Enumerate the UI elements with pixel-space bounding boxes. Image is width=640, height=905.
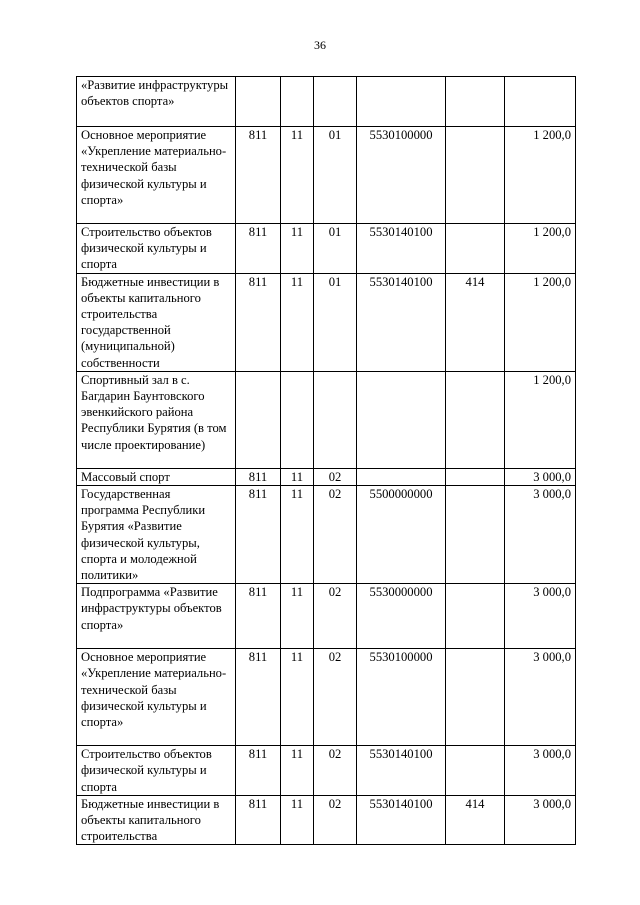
amount-cell: 3 000,0 xyxy=(505,486,576,584)
row-name-cell: Массовый спорт xyxy=(77,468,236,485)
expense-type-cell xyxy=(446,224,505,274)
amount-cell: 3 000,0 xyxy=(505,795,576,845)
ministry-code-cell xyxy=(236,77,281,127)
target-article-cell: 5530140100 xyxy=(357,273,446,371)
table-row xyxy=(77,371,576,468)
ministry-code-cell: 811 xyxy=(236,584,281,649)
table-row xyxy=(77,746,576,796)
table-row xyxy=(77,649,576,746)
target-article-cell xyxy=(357,468,446,485)
budget-table xyxy=(76,76,576,845)
section-code-cell: 11 xyxy=(281,127,314,224)
expense-type-cell xyxy=(446,584,505,649)
section-code-cell: 11 xyxy=(281,584,314,649)
table-row xyxy=(77,584,576,649)
table-row xyxy=(77,273,576,371)
ministry-code-cell: 811 xyxy=(236,127,281,224)
table-row xyxy=(77,468,576,485)
ministry-code-cell: 811 xyxy=(236,746,281,796)
amount-cell: 3 000,0 xyxy=(505,584,576,649)
section-code-cell: 11 xyxy=(281,649,314,746)
section-code-cell: 11 xyxy=(281,746,314,796)
section-code-cell: 11 xyxy=(281,224,314,274)
subsection-code-cell: 02 xyxy=(314,746,357,796)
section-code-cell xyxy=(281,77,314,127)
subsection-code-cell: 02 xyxy=(314,468,357,485)
amount-cell: 1 200,0 xyxy=(505,224,576,274)
expense-type-cell: 414 xyxy=(446,273,505,371)
expense-type-cell xyxy=(446,649,505,746)
amount-cell: 1 200,0 xyxy=(505,371,576,468)
ministry-code-cell: 811 xyxy=(236,649,281,746)
subsection-code-cell: 02 xyxy=(314,649,357,746)
amount-cell: 1 200,0 xyxy=(505,273,576,371)
target-article-cell: 5500000000 xyxy=(357,486,446,584)
target-article-cell: 5530140100 xyxy=(357,746,446,796)
expense-type-cell xyxy=(446,486,505,584)
target-article-cell: 5530100000 xyxy=(357,127,446,224)
row-name-cell: Бюджетные инвестиции в объекты капитального строительства государственной (муниципальной) собственности xyxy=(77,273,236,371)
row-name-cell: Основное мероприятие «Укрепление материально-технической базы физической культуры и спорта» xyxy=(77,649,236,746)
subsection-code-cell: 02 xyxy=(314,486,357,584)
row-name-cell: Строительство объектов физической культуры и спорта xyxy=(77,746,236,796)
row-name-cell: Строительство объектов физической культуры и спорта xyxy=(77,224,236,274)
section-code-cell: 11 xyxy=(281,795,314,845)
subsection-code-cell: 01 xyxy=(314,273,357,371)
subsection-code-cell xyxy=(314,371,357,468)
target-article-cell: 5530100000 xyxy=(357,649,446,746)
target-article-cell: 5530140100 xyxy=(357,224,446,274)
section-code-cell: 11 xyxy=(281,486,314,584)
ministry-code-cell: 811 xyxy=(236,273,281,371)
amount-cell xyxy=(505,77,576,127)
ministry-code-cell: 811 xyxy=(236,795,281,845)
table-row xyxy=(77,127,576,224)
table-body xyxy=(77,77,576,845)
table-row xyxy=(77,795,576,845)
row-name-cell: Бюджетные инвестиции в объекты капитального строительства xyxy=(77,795,236,845)
amount-cell: 1 200,0 xyxy=(505,127,576,224)
subsection-code-cell: 01 xyxy=(314,127,357,224)
expense-type-cell xyxy=(446,77,505,127)
target-article-cell xyxy=(357,371,446,468)
page-number: 36 xyxy=(314,38,326,52)
subsection-code-cell xyxy=(314,77,357,127)
subsection-code-cell: 01 xyxy=(314,224,357,274)
expense-type-cell xyxy=(446,371,505,468)
row-name-cell: «Развитие инфраструктуры объектов спорта» xyxy=(77,77,236,127)
ministry-code-cell: 811 xyxy=(236,224,281,274)
ministry-code-cell: 811 xyxy=(236,468,281,485)
row-name-cell: Подпрограмма «Развитие инфраструктуры объектов спорта» xyxy=(77,584,236,649)
subsection-code-cell: 02 xyxy=(314,584,357,649)
table-row xyxy=(77,486,576,584)
subsection-code-cell: 02 xyxy=(314,795,357,845)
table-row xyxy=(77,224,576,274)
target-article-cell xyxy=(357,77,446,127)
target-article-cell: 5530140100 xyxy=(357,795,446,845)
section-code-cell: 11 xyxy=(281,468,314,485)
row-name-cell: Основное мероприятие «Укрепление материально-технической базы физической культуры и спорта» xyxy=(77,127,236,224)
amount-cell: 3 000,0 xyxy=(505,468,576,485)
row-name-cell: Государственная программа Республики Бурятия «Развитие физической культуры, спорта и молодежной политики» xyxy=(77,486,236,584)
section-code-cell xyxy=(281,371,314,468)
section-code-cell: 11 xyxy=(281,273,314,371)
expense-type-cell xyxy=(446,468,505,485)
ministry-code-cell xyxy=(236,371,281,468)
expense-type-cell: 414 xyxy=(446,795,505,845)
target-article-cell: 5530000000 xyxy=(357,584,446,649)
row-name-cell: Спортивный зал в с. Багдарин Баунтовского эвенкийского района Республики Бурятия (в том числе проектирование) xyxy=(77,371,236,468)
amount-cell: 3 000,0 xyxy=(505,649,576,746)
ministry-code-cell: 811 xyxy=(236,486,281,584)
table-row xyxy=(77,77,576,127)
expense-type-cell xyxy=(446,746,505,796)
amount-cell: 3 000,0 xyxy=(505,746,576,796)
expense-type-cell xyxy=(446,127,505,224)
